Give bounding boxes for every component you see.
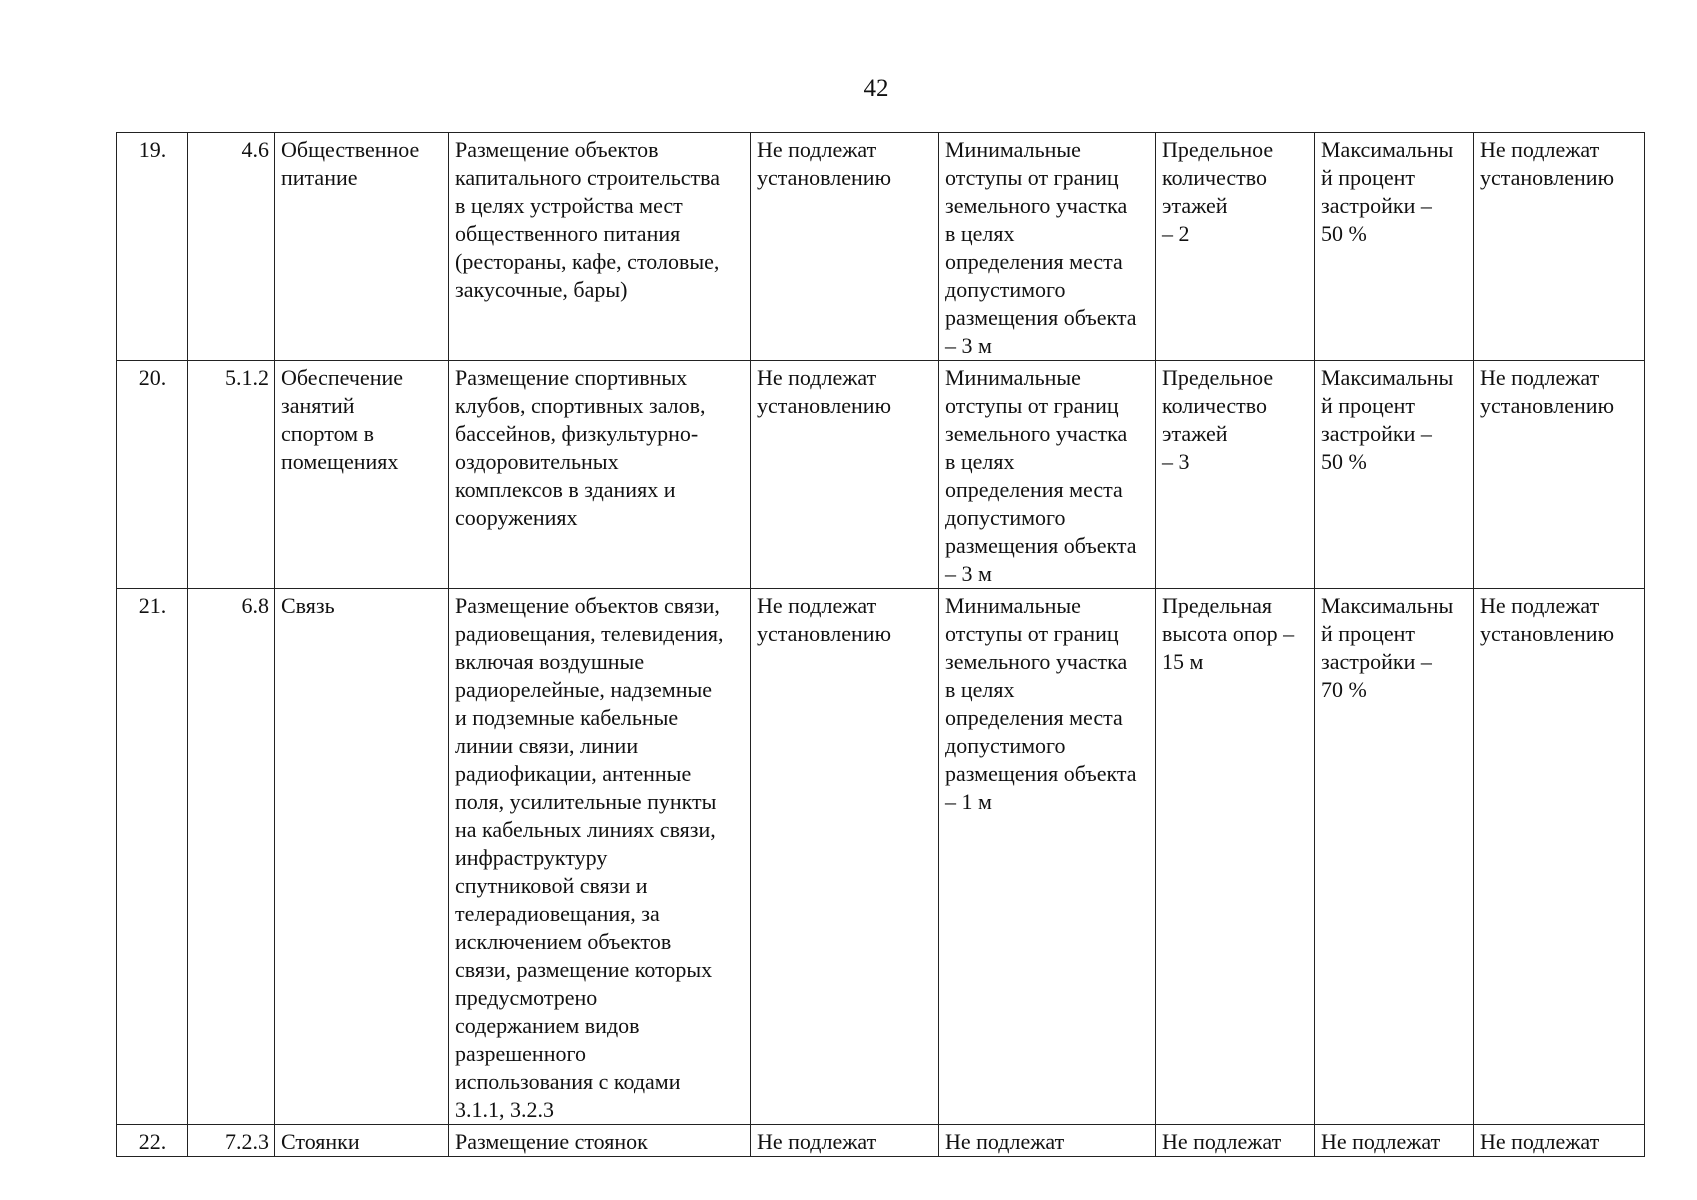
use-name: Общественное питание — [275, 133, 449, 361]
row-number: 20. — [117, 361, 188, 589]
table-row — [117, 133, 1645, 361]
use-name: Обеспечение занятий спортом в помещениях — [275, 361, 449, 589]
height-limit: Не подлежат — [1156, 1125, 1315, 1157]
other-parameters: Не подлежат — [1474, 1125, 1645, 1157]
table-row — [117, 1125, 1645, 1157]
row-number: 22. — [117, 1125, 188, 1157]
use-description: Размещение объектов капитального строительства в целях устройства мест общественного питания (рестораны, кафе, столовые, закусочные, бары) — [449, 133, 751, 361]
max-coverage-percent: Максимальны й процент застройки – 50 % — [1315, 133, 1474, 361]
land-use-table — [116, 132, 1645, 1157]
table-row — [117, 361, 1645, 589]
use-name: Связь — [275, 589, 449, 1125]
plot-size-limits: Не подлежат установлению — [751, 589, 939, 1125]
use-description: Размещение объектов связи, радиовещания, телевидения, включая воздушные радиорелейные, надземные и подземные кабельные линии связи, линии радиофикации, антенные поля, усилительные пункты на кабельных линиях связи, инфраструктуру спутниковой связи и телерадиовещания, за исключением объектов связи, размещение которых предусмотрено содержанием видов разрешенного использования с кодами 3.1.1, 3.2.3 — [449, 589, 751, 1125]
height-limit: Предельная высота опор – 15 м — [1156, 589, 1315, 1125]
height-limit: Предельное количество этажей – 2 — [1156, 133, 1315, 361]
height-limit: Предельное количество этажей – 3 — [1156, 361, 1315, 589]
table-row — [117, 589, 1645, 1125]
use-code: 5.1.2 — [188, 361, 275, 589]
use-code: 6.8 — [188, 589, 275, 1125]
minimum-setbacks: Минимальные отступы от границ земельного участка в целях определения места допустимого размещения объекта – 3 м — [939, 133, 1156, 361]
minimum-setbacks: Минимальные отступы от границ земельного участка в целях определения места допустимого размещения объекта – 1 м — [939, 589, 1156, 1125]
page-number: 42 — [863, 75, 889, 102]
minimum-setbacks: Минимальные отступы от границ земельного участка в целях определения места допустимого размещения объекта – 3 м — [939, 361, 1156, 589]
minimum-setbacks: Не подлежат — [939, 1125, 1156, 1157]
max-coverage-percent: Максимальны й процент застройки – 50 % — [1315, 361, 1474, 589]
other-parameters: Не подлежат установлению — [1474, 361, 1645, 589]
plot-size-limits: Не подлежат установлению — [751, 361, 939, 589]
other-parameters: Не подлежат установлению — [1474, 133, 1645, 361]
row-number: 21. — [117, 589, 188, 1125]
plot-size-limits: Не подлежат установлению — [751, 133, 939, 361]
max-coverage-percent: Не подлежат — [1315, 1125, 1474, 1157]
use-description: Размещение стоянок — [449, 1125, 751, 1157]
use-description: Размещение спортивных клубов, спортивных залов, бассейнов, физкультурно- оздоровительных комплексов в зданиях и сооружениях — [449, 361, 751, 589]
use-code: 4.6 — [188, 133, 275, 361]
max-coverage-percent: Максимальны й процент застройки – 70 % — [1315, 589, 1474, 1125]
use-code: 7.2.3 — [188, 1125, 275, 1157]
use-name: Стоянки — [275, 1125, 449, 1157]
row-number: 19. — [117, 133, 188, 361]
other-parameters: Не подлежат установлению — [1474, 589, 1645, 1125]
plot-size-limits: Не подлежат — [751, 1125, 939, 1157]
